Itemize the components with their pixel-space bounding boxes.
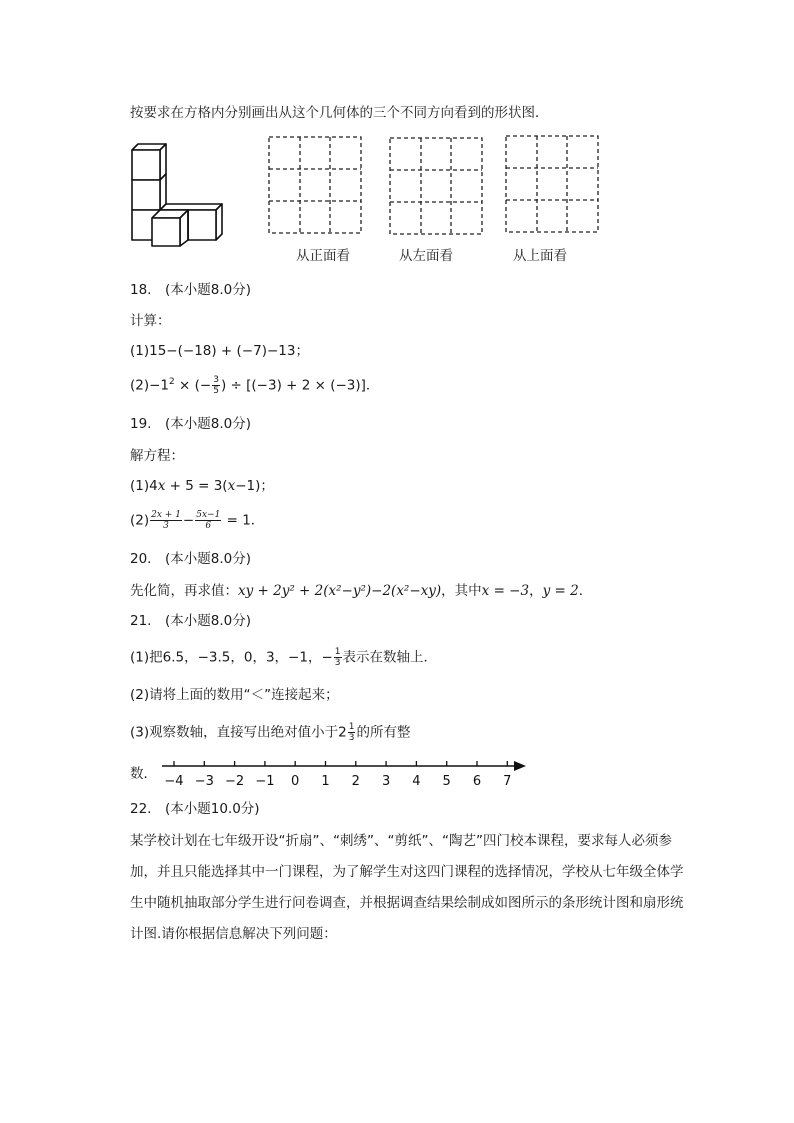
axis-tick-label: 3 bbox=[381, 774, 391, 789]
q18-part1: (1)15−(−18) + (−7)−13； bbox=[130, 343, 309, 359]
q19-prompt: 解方程： bbox=[130, 448, 184, 464]
axis-tick-label: 1 bbox=[321, 774, 330, 789]
grid-top bbox=[505, 135, 601, 235]
axis-tick-label: −1 bbox=[255, 774, 275, 789]
q21-header: 21. (本小题8.0分) bbox=[130, 613, 251, 629]
axis-tick-label: 2 bbox=[351, 774, 360, 789]
q21-part2: (2)请将上面的数用“＜”连接起来； bbox=[130, 687, 339, 703]
axis-tick-label: 6 bbox=[472, 774, 482, 789]
q21-part3-end: 数． bbox=[130, 766, 157, 782]
q19-part2: (2) $\frac{2x + 1}{3}$ − $\frac{5x-1}{6}$ = 1． bbox=[130, 510, 265, 531]
grid-left bbox=[389, 137, 485, 237]
label-front-view: 从正面看 bbox=[296, 248, 350, 264]
axis-tick-label: −4 bbox=[164, 774, 184, 789]
q19-part1: (1)4x + 5 = 3(x−1)； bbox=[130, 478, 274, 494]
q20-header: 20. (本小题8.0分) bbox=[130, 551, 251, 567]
q22-header: 22. (本小题10.0分) bbox=[130, 801, 260, 817]
q21-part3: (3)观察数轴，直接写出绝对值小于2 $\frac{1}{3}$ 的所有整 bbox=[130, 722, 411, 743]
axis-tick-label: 7 bbox=[503, 774, 512, 789]
grid-front bbox=[268, 136, 364, 236]
q18-prompt: 计算： bbox=[130, 313, 171, 329]
axis-tick-label: −2 bbox=[225, 774, 245, 789]
number-line bbox=[158, 752, 530, 792]
intro-text: 按要求在方格内分别画出从这个几何体的三个不同方向看到的形状图． bbox=[130, 105, 549, 121]
cube-figure bbox=[124, 140, 232, 248]
label-left-view: 从左面看 bbox=[399, 248, 453, 264]
q21-part1: (1)把6.5，−3.5，0，3，−1，− $\frac{1}{3}$ 表示在数轴上． bbox=[130, 647, 437, 668]
q18-part2: $(2)-1^2$ × (− $\frac{3}{5}$ ) ÷ [(−3) + 2 × (−3)]． bbox=[130, 375, 380, 396]
axis-arrow bbox=[514, 761, 526, 771]
q20-body: 先化简，再求值：xy + 2y² + 2(x²−y²)−2(x²−xy)，其中x = −3，y = 2． bbox=[130, 583, 593, 599]
axis-tick-label: −3 bbox=[194, 774, 214, 789]
axis-tick-label: 5 bbox=[442, 774, 451, 789]
axis-tick-label: 4 bbox=[412, 774, 421, 789]
q22-text: 某学校计划在七年级开设“折扇”、“刺绣”、“剪纸”、“陶艺”四门校本课程，要求每人必须参加，并且只能选择其中一门课程，为了解学生对这四门课程的选择情况，学校从七年级全体学生中随机抽取部分学生进行问卷调查，并根据调查结果绘制成如图所示的条形统计图和扇形统计图.请你根据信息解决下列问题： bbox=[130, 833, 684, 942]
axis-tick-label: 0 bbox=[291, 774, 300, 789]
q19-header: 19. (本小题8.0分) bbox=[130, 416, 251, 432]
label-top-view: 从上面看 bbox=[513, 248, 567, 264]
q18-header: 18. (本小题8.0分) bbox=[130, 282, 251, 298]
